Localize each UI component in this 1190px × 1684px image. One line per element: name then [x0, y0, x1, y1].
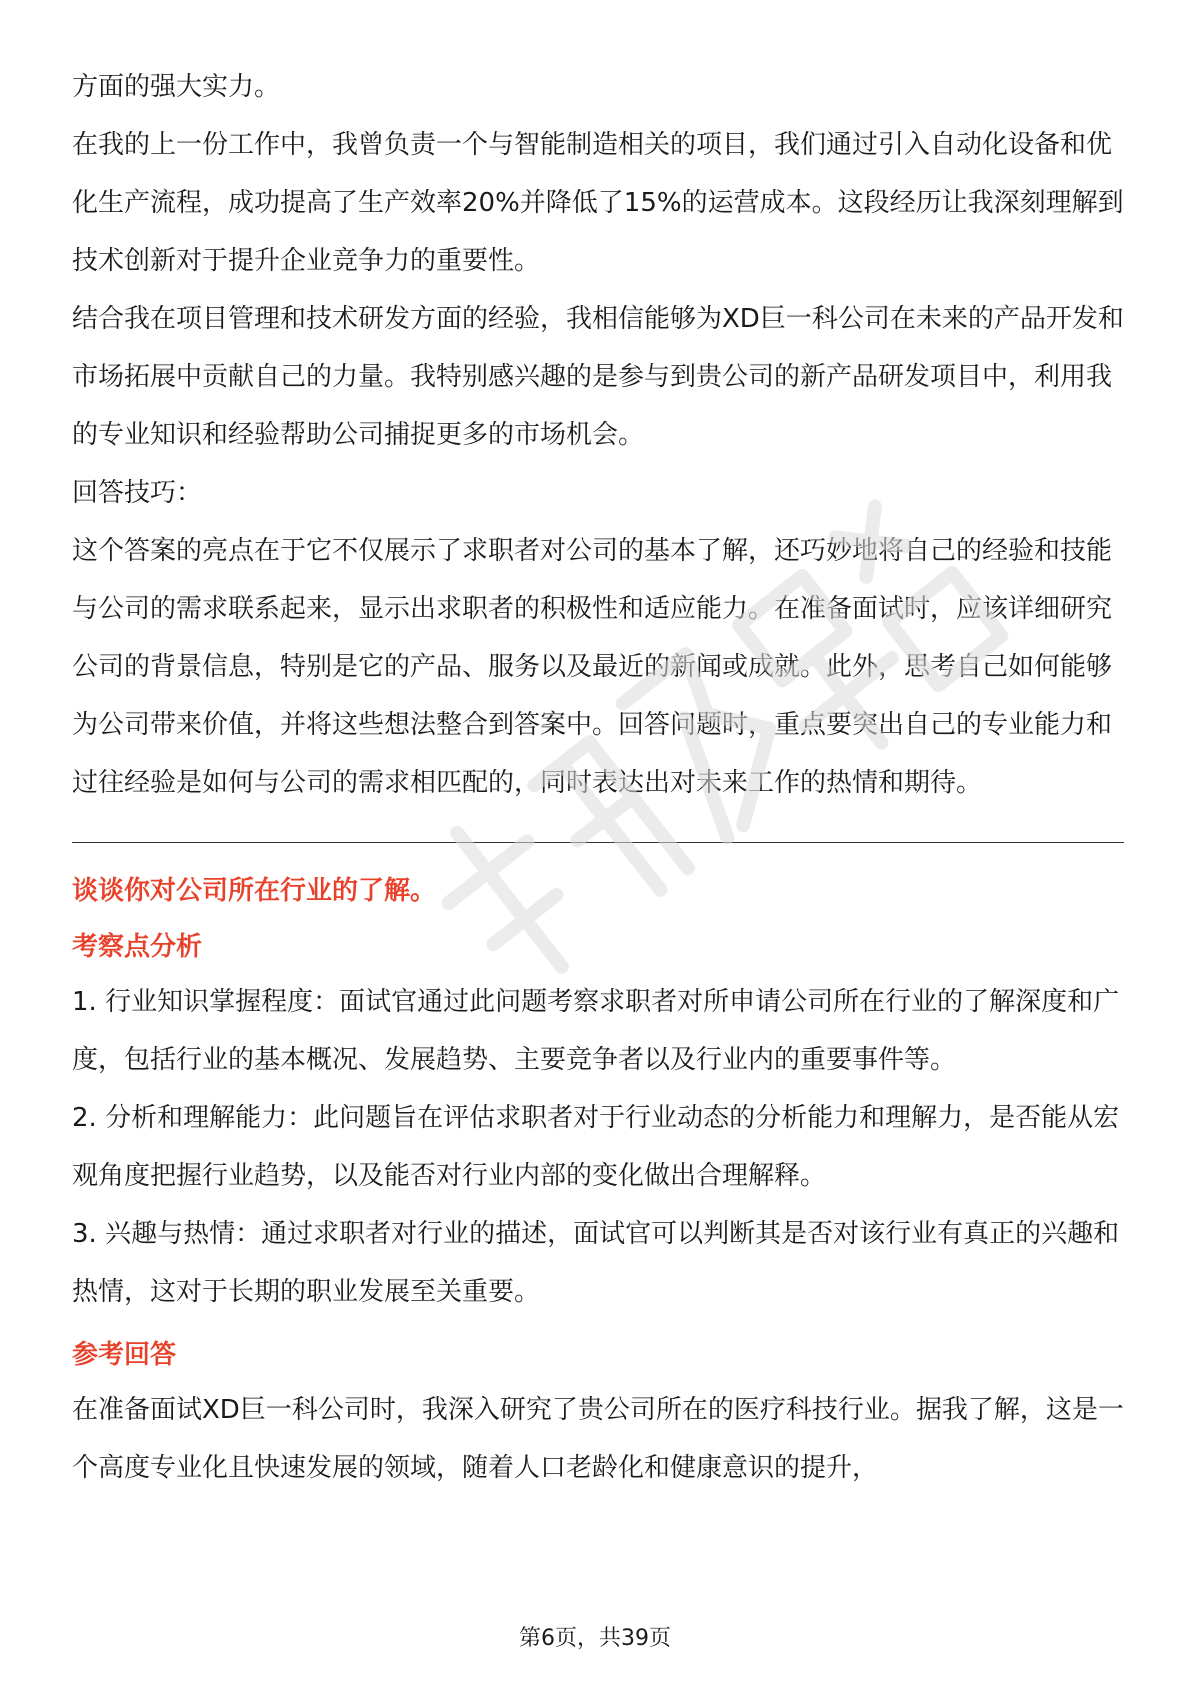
answer-heading: 参考回答 [72, 1340, 177, 1370]
section-divider [72, 842, 1124, 843]
answer-paragraph: 在准备面试XD巨一科公司时，我深入研究了贵公司所在的医疗科技行业。据我了解，这是一个高度专业化且快速发展的领域，随着人口老龄化和健康意识的提升， [72, 1395, 1124, 1483]
analysis-item: 3. 兴趣与热情：通过求职者对行业的描述，面试官可以判断其是否对该行业有真正的兴趣和热情，这对于长期的职业发展至关重要。 [72, 1219, 1120, 1307]
document-page [72, 58, 1124, 1497]
body-paragraph: 结合我在项目管理和技术研发方面的经验，我相信能够为XD巨一科公司在未来的产品开发和市场拓展中贡献自己的力量。我特别感兴趣的是参与到贵公司的新产品研发项目中，利用我的专业知识和经验帮助公司捕捉更多的市场机会。 [72, 304, 1124, 450]
analysis-item: 1. 行业知识掌握程度：面试官通过此问题考察求职者对所申请公司所在行业的了解深度和广度，包括行业的基本概况、发展趋势、主要竞争者以及行业内的重要事件等。 [72, 987, 1120, 1075]
analysis-heading: 考察点分析 [72, 932, 203, 962]
body-paragraph: 方面的强大实力。 [72, 72, 281, 102]
analysis-item: 2. 分析和理解能力：此问题旨在评估求职者对于行业动态的分析能力和理解力，是否能从宏观角度把握行业趋势，以及能否对行业内部的变化做出合理解释。 [72, 1103, 1120, 1191]
question-title: 谈谈你对公司所在行业的了解。 [72, 876, 437, 906]
tips-label: 回答技巧： [72, 478, 203, 508]
body-paragraph: 在我的上一份工作中，我曾负责一个与智能制造相关的项目，我们通过引入自动化设备和优化生产流程，成功提高了生产效率20%并降低了15%的运营成本。这段经历让我深刻理解到技术创新对于提升企业竞争力的重要性。 [72, 130, 1124, 276]
tips-paragraph: 这个答案的亮点在于它不仅展示了求职者对公司的基本了解，还巧妙地将自己的经验和技能与公司的需求联系起来，显示出求职者的积极性和适应能力。在准备面试时，应该详细研究公司的背景信息，特别是它的产品、服务以及最近的新闻或成就。此外，思考自己如何能够为公司带来价值，并将这些想法整合到答案中。回答问题时，重点要突出自己的专业能力和过往经验是如何与公司的需求相匹配的，同时表达出对未来工作的热情和期待。 [72, 536, 1113, 798]
page-number: 第6页，共39页 [519, 1626, 671, 1651]
